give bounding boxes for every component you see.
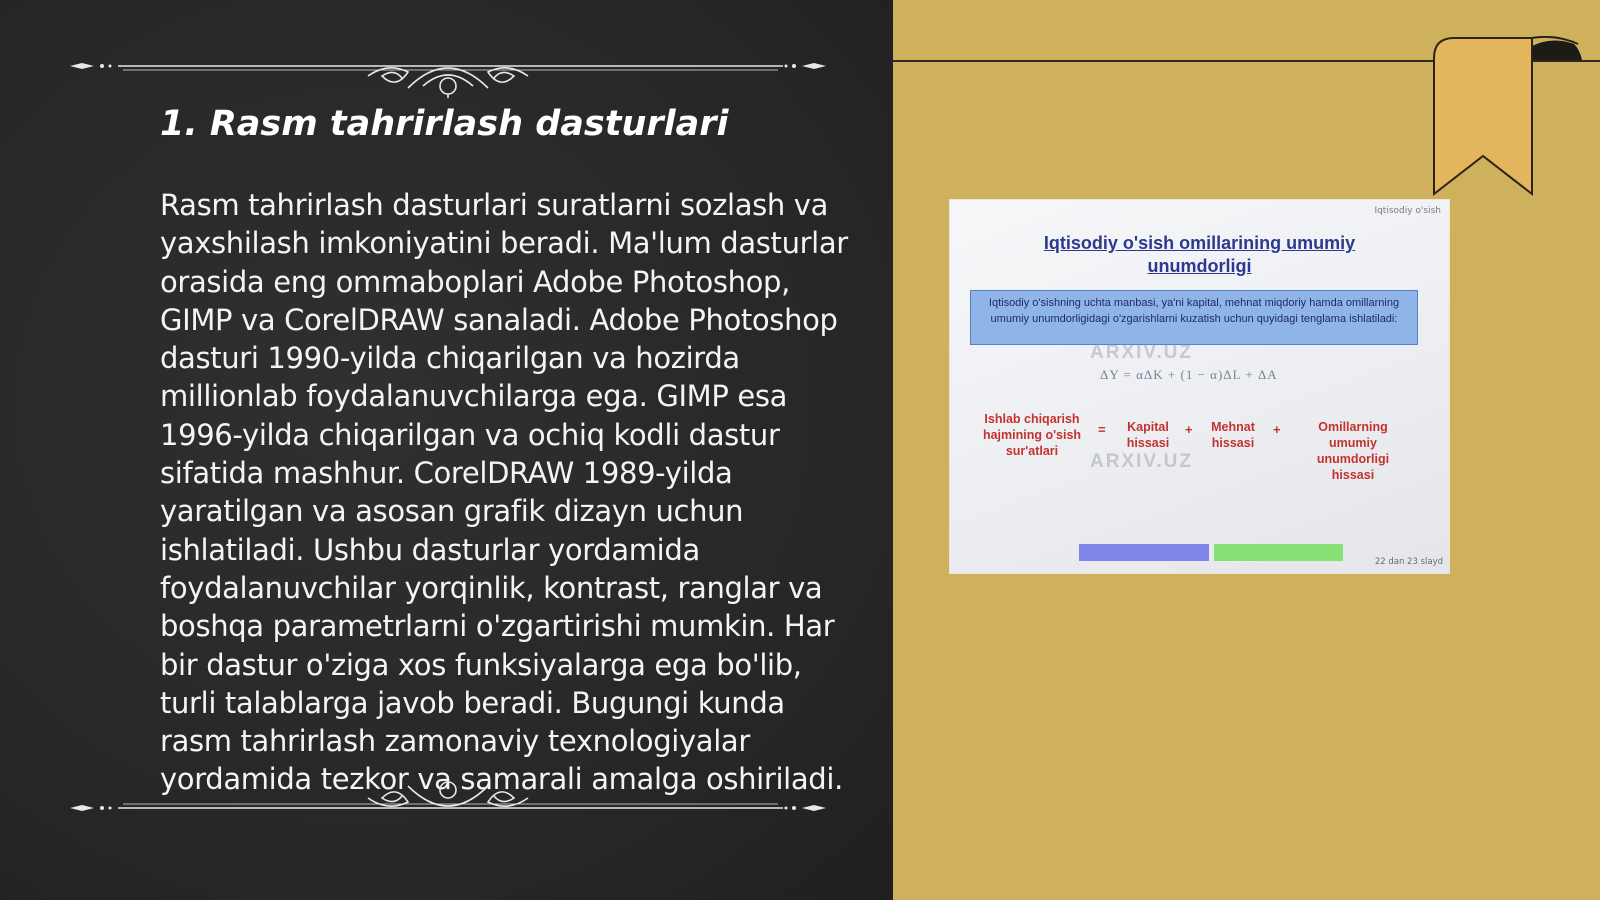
thumbnail-info-box: Iqtisodiy o'sishning uchta manbasi, ya'ni kapital, mehnat miqdoriy hamda omillarning umumiy unumdorligidagi o'zgarishlarni kuzatish uchun quyidagi tenglama ishlatiladi: (970, 290, 1418, 345)
slide-title: 1. Rasm tahrirlash dasturlari (160, 104, 729, 144)
plus-sign: + (1185, 422, 1193, 437)
term-output-growth: Ishlab chiqarish hajmining o'sish sur'atlari (982, 412, 1082, 458)
term-tfp: Omillarning umumiy unumdorligi hissasi (1316, 420, 1390, 482)
bottom-ornament-divider (68, 780, 828, 840)
slide-thumbnail-image (950, 200, 1449, 573)
thumbnail-breadcrumb: Iqtisodiy o'sish (1374, 206, 1441, 216)
thumbnail-title-line1: Iqtisodiy o'sish omillarining umumiy (1043, 233, 1356, 253)
watermark-text: ARXIV.UZ (1090, 342, 1193, 363)
thumbnail-blue-bar (1079, 544, 1209, 561)
thumbnail-title-line2: unumdorligi (1147, 256, 1252, 276)
thumbnail-slide-counter: 22 dan 23 slayd (1374, 557, 1443, 567)
term-capital: Kapital hissasi (1126, 420, 1170, 450)
term-labor: Mehnat hissasi (1211, 420, 1255, 450)
top-ornament-divider (68, 38, 828, 98)
thumbnail-green-bar (1214, 544, 1343, 561)
equals-sign: = (1098, 422, 1106, 437)
watermark-text: ARXIV.UZ (1090, 451, 1193, 472)
thumbnail-title (950, 232, 1449, 278)
plus-sign: + (1273, 422, 1281, 437)
slide-body-text: Rasm tahrirlash dasturlari suratlarni sozlash va yaxshilash imkoniyatini beradi. Ma'lum dasturlar orasida eng ommaboplari Adobe Photoshop, GIMP va CorelDRAW sanaladi. Adobe Photoshop dasturi 1990-yilda chiqarilgan va hozirda millionlab foydalanuvchilarga ega. GIMP esa 1996-yilda chiqarilgan va ochiq kodli dastur sifatida mashhur. CorelDRAW 1989-yilda yaratilgan va asosan grafik dizayn uchun ishlatiladi. Ushbu dasturlar yordamida foydalanuvchilar yorqinlik, kontrast, ranglar va boshqa parametrlarni o'zgartirishi mumkin. Har bir dastur o'ziga xos funksiyalarga ega bo'lib, turli talablarga javob beradi. Bugungi kunda rasm tahrirlash zamonaviy texnologiyalar yordamida tezkor va samarali amalga oshiriladi. (160, 188, 848, 797)
bookmark-ribbon-icon (1432, 36, 1582, 201)
thumbnail-formula: ΔY = αΔK + (1 − α)ΔL + ΔA (1100, 367, 1278, 382)
